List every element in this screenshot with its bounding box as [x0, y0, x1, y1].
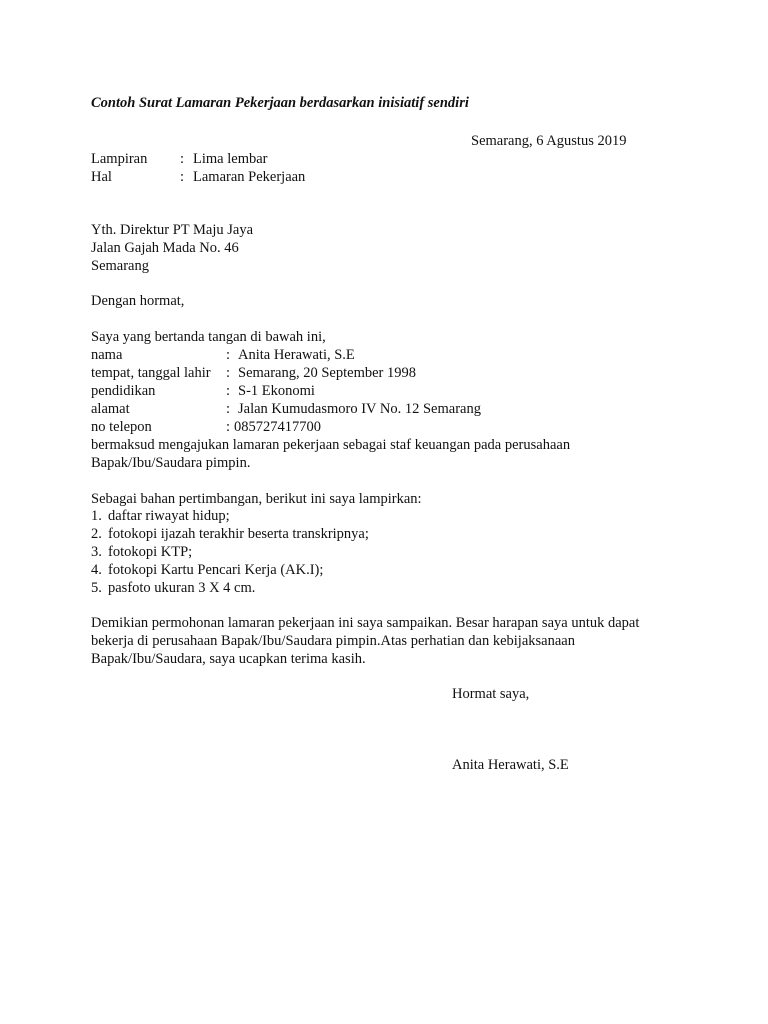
list-number: 2. [91, 526, 102, 542]
list-number: 5. [91, 580, 102, 596]
list-text: fotokopi Kartu Pencari Kerja (AK.I); [108, 562, 324, 578]
list-item [91, 525, 691, 543]
field-value: Lima lembar [193, 151, 268, 167]
field-separator: : [180, 151, 185, 167]
personal-field-row [91, 346, 691, 364]
list-item [91, 543, 691, 561]
closing-text: bekerja di perusahaan Bapak/Ibu/Saudara pimpin.Atas perhatian dan kebijaksanaan [91, 633, 575, 649]
field-separator: : [226, 419, 231, 435]
field-label: nama [91, 347, 123, 363]
intro-text: Saya yang bertanda tangan di bawah ini, [91, 329, 326, 345]
field-value: Anita Herawati, S.E [238, 347, 355, 363]
field-label: Hal [91, 169, 112, 185]
closing-text: Demikian permohonan lamaran pekerjaan ini saya sampaikan. Besar harapan saya untuk dapat [91, 615, 640, 631]
field-hal [91, 168, 691, 186]
signoff: Hormat saya, [452, 686, 530, 702]
field-separator: : [226, 383, 231, 399]
signature-name: Anita Herawati, S.E [452, 757, 569, 773]
field-separator: : [226, 365, 231, 381]
field-label: tempat, tanggal lahir [91, 365, 211, 381]
recipient-line: Jalan Gajah Mada No. 46 [91, 240, 239, 256]
purpose-text: Bapak/Ibu/Saudara pimpin. [91, 455, 251, 471]
list-text: fotokopi KTP; [108, 544, 193, 560]
list-item [91, 507, 691, 525]
field-label: no telepon [91, 419, 152, 435]
recipient-line: Semarang [91, 258, 149, 274]
personal-field-row [91, 418, 691, 436]
list-item [91, 561, 691, 579]
field-separator: : [226, 401, 231, 417]
field-value: 085727417700 [234, 419, 321, 435]
list-number: 4. [91, 562, 102, 578]
field-label: Lampiran [91, 151, 148, 167]
purpose-text: bermaksud mengajukan lamaran pekerjaan sebagai staf keuangan pada perusahaan [91, 437, 571, 453]
field-separator: : [180, 169, 185, 185]
personal-field-row [91, 364, 691, 382]
field-lampiran [91, 150, 691, 168]
list-number: 1. [91, 508, 102, 524]
document-title: Contoh Surat Lamaran Pekerjaan berdasarkan inisiatif sendiri [91, 95, 469, 111]
closing-text: Bapak/Ibu/Saudara, saya ucapkan terima kasih. [91, 651, 366, 667]
greeting: Dengan hormat, [91, 293, 185, 309]
field-value: Semarang, 20 September 1998 [238, 365, 416, 381]
personal-field-row [91, 382, 691, 400]
list-text: daftar riwayat hidup; [108, 508, 230, 524]
personal-field-row [91, 400, 691, 418]
field-label: alamat [91, 401, 130, 417]
field-value: Lamaran Pekerjaan [193, 169, 306, 185]
field-value: S-1 Ekonomi [238, 383, 315, 399]
field-value: Jalan Kumudasmoro IV No. 12 Semarang [238, 401, 481, 417]
field-separator: : [226, 347, 231, 363]
attachments-intro: Sebagai bahan pertimbangan, berikut ini saya lampirkan: [91, 491, 422, 507]
field-label: pendidikan [91, 383, 156, 399]
recipient-line: Yth. Direktur PT Maju Jaya [91, 222, 254, 238]
list-text: fotokopi ijazah terakhir beserta transkripnya; [108, 526, 369, 542]
list-text: pasfoto ukuran 3 X 4 cm. [108, 580, 256, 596]
letter-date: Semarang, 6 Agustus 2019 [471, 133, 627, 149]
list-item [91, 579, 691, 597]
list-number: 3. [91, 544, 102, 560]
